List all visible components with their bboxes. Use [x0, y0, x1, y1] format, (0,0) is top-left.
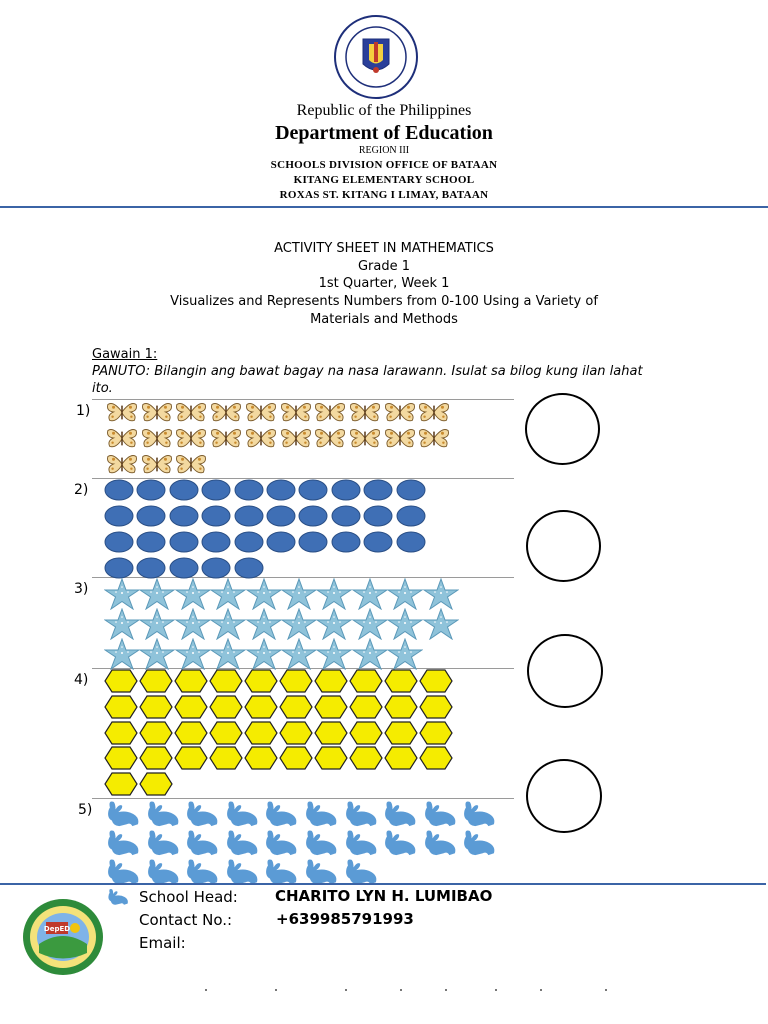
butterfly-icon	[280, 427, 312, 449]
yellow-hexagon-icon	[174, 721, 208, 745]
rabbit-icon	[302, 858, 340, 886]
yellow-hexagon-icon	[349, 746, 383, 770]
rabbit-icon	[144, 800, 182, 828]
yellow-hexagon-icon	[314, 721, 348, 745]
title-subject: ACTIVITY SHEET IN MATHEMATICS	[274, 241, 494, 256]
header-department: Department of Education	[275, 122, 493, 144]
starfish-icon	[246, 638, 282, 670]
rabbit-icon	[262, 858, 300, 886]
blue-oval-icon	[234, 557, 264, 579]
butterfly-icon	[106, 401, 138, 423]
yellow-hexagon-icon	[104, 721, 138, 745]
row-divider	[92, 798, 514, 799]
yellow-hexagon-icon	[349, 669, 383, 693]
item-number: 1)	[76, 403, 91, 419]
starfish-group	[104, 578, 464, 668]
starfish-icon	[175, 608, 211, 640]
item-number: 2)	[74, 482, 89, 498]
yellow-hexagon-icon	[139, 695, 173, 719]
starfish-icon	[423, 608, 459, 640]
yellow-hexagon-icon	[209, 669, 243, 693]
yellow-hexagon-icon	[174, 695, 208, 719]
blue-oval-icon	[331, 531, 361, 553]
blue-oval-icon	[363, 505, 393, 527]
blue-oval-icon	[266, 479, 296, 501]
activity-instruction-line1: PANUTO: Bilangin ang bawat bagay na nasa larawann. Isulat sa bilog kung ilan lahat	[92, 364, 643, 379]
rabbit-icon	[104, 829, 142, 857]
blue-oval-icon	[169, 557, 199, 579]
butterfly-icon	[106, 453, 138, 475]
deped-seal	[333, 14, 419, 100]
yellow-hexagon-icon	[139, 772, 173, 796]
rabbit-icon	[144, 858, 182, 886]
starfish-icon	[352, 638, 388, 670]
rabbit-icon	[342, 829, 380, 857]
yellow-hexagon-icon	[104, 695, 138, 719]
starfish-icon	[423, 578, 459, 610]
yellow-hexagon-icon	[209, 721, 243, 745]
starfish-icon	[139, 608, 175, 640]
yellow-hexagon-icon	[139, 721, 173, 745]
yellow-hexagon-icon	[384, 695, 418, 719]
blue-oval-icon	[396, 479, 426, 501]
starfish-icon	[210, 638, 246, 670]
item-number: 4)	[74, 672, 89, 688]
butterfly-icon	[245, 427, 277, 449]
butterfly-icon	[175, 401, 207, 423]
title-competency-line2: Materials and Methods	[310, 312, 458, 327]
header-republic: Republic of the Philippines	[296, 102, 472, 119]
blue-oval-icon	[396, 531, 426, 553]
yellow-hexagon-icon	[244, 695, 278, 719]
butterfly-icon	[245, 401, 277, 423]
starfish-icon	[175, 578, 211, 610]
yellow-hexagon-icon	[104, 746, 138, 770]
starfish-icon	[175, 638, 211, 670]
yellow-hexagon-icon	[244, 669, 278, 693]
blue-oval-icon	[266, 531, 296, 553]
yellow-hexagon-icon	[104, 669, 138, 693]
starfish-icon	[246, 608, 282, 640]
butterfly-icon	[175, 453, 207, 475]
starfish-icon	[104, 608, 140, 640]
footer-dots	[205, 976, 615, 978]
item-number: 3)	[74, 581, 89, 597]
rabbit-icon	[183, 829, 221, 857]
yellow-hexagon-icon	[209, 695, 243, 719]
row-divider	[92, 399, 514, 400]
activity-label: Gawain 1:	[92, 347, 158, 362]
starfish-icon	[387, 638, 423, 670]
butterfly-icon	[314, 401, 346, 423]
blue-oval-icon	[363, 531, 393, 553]
blue-oval-icon	[234, 479, 264, 501]
starfish-icon	[281, 638, 317, 670]
blue-oval-icon	[136, 479, 166, 501]
title-quarter: 1st Quarter, Week 1	[318, 276, 450, 291]
butterfly-icon	[314, 427, 346, 449]
logo-text: DepED	[43, 925, 71, 933]
rabbit-icon	[183, 858, 221, 886]
butterfly-icon	[418, 427, 450, 449]
starfish-icon	[104, 578, 140, 610]
yellow-hexagon-icon	[279, 721, 313, 745]
blue-oval-icon	[169, 531, 199, 553]
butterfly-icon	[141, 453, 173, 475]
starfish-icon	[316, 578, 352, 610]
email-label: Email:	[139, 934, 186, 952]
answer-circle-4[interactable]	[526, 759, 602, 833]
answer-circle-2[interactable]	[526, 510, 601, 582]
yellow-hexagon-icon	[419, 669, 453, 693]
rabbit-icon	[302, 829, 340, 857]
rabbit-group	[104, 800, 504, 884]
yellow-hexagon-icon	[139, 746, 173, 770]
blue-oval-icon	[136, 531, 166, 553]
blue-oval-icon	[201, 479, 231, 501]
header-address: ROXAS ST. KITANG I LIMAY, BATAAN	[279, 189, 489, 201]
yellow-hexagon-icon	[314, 746, 348, 770]
starfish-icon	[316, 608, 352, 640]
blue-oval-icon	[104, 531, 134, 553]
yellow-hexagon-icon	[384, 721, 418, 745]
starfish-icon	[139, 638, 175, 670]
yellow-hexagon-icon	[279, 669, 313, 693]
blue-oval-icon	[104, 505, 134, 527]
header-region: REGION III	[358, 145, 410, 156]
starfish-icon	[281, 608, 317, 640]
rabbit-icon	[104, 800, 142, 828]
yellow-hexagon-icon	[104, 772, 138, 796]
yellow-hexagon-icon	[314, 669, 348, 693]
title-competency-line1: Visualizes and Represents Numbers from 0-100 Using a Variety of	[170, 294, 598, 309]
contact-number: +639985791993	[276, 910, 414, 928]
blue-oval-icon	[331, 505, 361, 527]
rabbit-icon	[342, 800, 380, 828]
yellow-hexagon-icon	[209, 746, 243, 770]
blue-oval-icon	[298, 479, 328, 501]
starfish-icon	[387, 608, 423, 640]
blue-oval-icon	[169, 479, 199, 501]
yellow-hexagon-icon	[349, 721, 383, 745]
header-divider	[0, 206, 768, 208]
header-school: KITANG ELEMENTARY SCHOOL	[293, 174, 475, 186]
rabbit-icon	[342, 858, 380, 886]
yellow-hexagon-icon	[384, 746, 418, 770]
activity-instruction-line2: ito.	[92, 381, 113, 396]
rabbit-icon	[302, 800, 340, 828]
butterfly-icon	[349, 401, 381, 423]
butterfly-icon	[141, 427, 173, 449]
rabbit-icon	[223, 858, 261, 886]
blue-oval-icon	[104, 479, 134, 501]
starfish-icon	[281, 578, 317, 610]
starfish-icon	[316, 638, 352, 670]
hexagon-group	[104, 669, 456, 795]
blue-oval-icon	[234, 531, 264, 553]
butterfly-icon	[210, 427, 242, 449]
blue-oval-icon	[363, 479, 393, 501]
yellow-hexagon-icon	[384, 669, 418, 693]
blue-oval-icon	[266, 505, 296, 527]
rabbit-icon	[460, 829, 498, 857]
butterfly-icon	[418, 401, 450, 423]
header-division: SCHOOLS DIVISION OFFICE OF BATAAN	[270, 159, 498, 171]
yellow-hexagon-icon	[244, 721, 278, 745]
rabbit-icon	[421, 829, 459, 857]
rabbit-icon	[460, 800, 498, 828]
starfish-icon	[246, 578, 282, 610]
answer-circle-1[interactable]	[525, 393, 600, 465]
butterfly-group	[106, 401, 456, 475]
rabbit-icon	[183, 800, 221, 828]
starfish-icon	[210, 578, 246, 610]
blue-oval-icon	[169, 505, 199, 527]
school-logo	[22, 898, 104, 976]
rabbit-icon	[223, 829, 261, 857]
rabbit-icon	[106, 886, 130, 908]
blue-oval-icon	[396, 505, 426, 527]
starfish-icon	[352, 608, 388, 640]
contact-label: Contact No.:	[139, 911, 233, 929]
starfish-icon	[387, 578, 423, 610]
yellow-hexagon-icon	[174, 669, 208, 693]
school-head-name: CHARITO LYN H. LUMIBAO	[275, 887, 493, 905]
rabbit-icon	[262, 829, 300, 857]
blue-oval-icon	[201, 531, 231, 553]
yellow-hexagon-icon	[419, 746, 453, 770]
butterfly-icon	[175, 427, 207, 449]
yellow-hexagon-icon	[349, 695, 383, 719]
blue-oval-icon	[136, 557, 166, 579]
butterfly-icon	[141, 401, 173, 423]
butterfly-icon	[384, 401, 416, 423]
starfish-icon	[352, 578, 388, 610]
yellow-hexagon-icon	[279, 695, 313, 719]
footer-divider	[0, 883, 766, 885]
blue-oval-icon	[136, 505, 166, 527]
blue-oval-icon	[201, 557, 231, 579]
blue-oval-icon	[298, 531, 328, 553]
oval-group	[104, 479, 434, 575]
yellow-hexagon-icon	[279, 746, 313, 770]
rabbit-icon	[381, 800, 419, 828]
blue-oval-icon	[201, 505, 231, 527]
yellow-hexagon-icon	[174, 746, 208, 770]
rabbit-icon	[381, 829, 419, 857]
title-grade: Grade 1	[357, 259, 411, 274]
school-head-label: School Head:	[139, 888, 238, 906]
butterfly-icon	[280, 401, 312, 423]
yellow-hexagon-icon	[139, 669, 173, 693]
rabbit-icon	[223, 800, 261, 828]
yellow-hexagon-icon	[314, 695, 348, 719]
starfish-icon	[139, 578, 175, 610]
rabbit-icon	[421, 800, 459, 828]
yellow-hexagon-icon	[419, 721, 453, 745]
blue-oval-icon	[331, 479, 361, 501]
yellow-hexagon-icon	[419, 695, 453, 719]
rabbit-icon	[104, 858, 142, 886]
butterfly-icon	[210, 401, 242, 423]
rabbit-icon	[262, 800, 300, 828]
blue-oval-icon	[104, 557, 134, 579]
butterfly-icon	[106, 427, 138, 449]
answer-circle-3[interactable]	[527, 634, 603, 708]
starfish-icon	[210, 608, 246, 640]
starfish-icon	[104, 638, 140, 670]
blue-oval-icon	[234, 505, 264, 527]
butterfly-icon	[349, 427, 381, 449]
butterfly-icon	[384, 427, 416, 449]
yellow-hexagon-icon	[244, 746, 278, 770]
item-number: 5)	[78, 802, 93, 818]
rabbit-icon	[144, 829, 182, 857]
blue-oval-icon	[298, 505, 328, 527]
